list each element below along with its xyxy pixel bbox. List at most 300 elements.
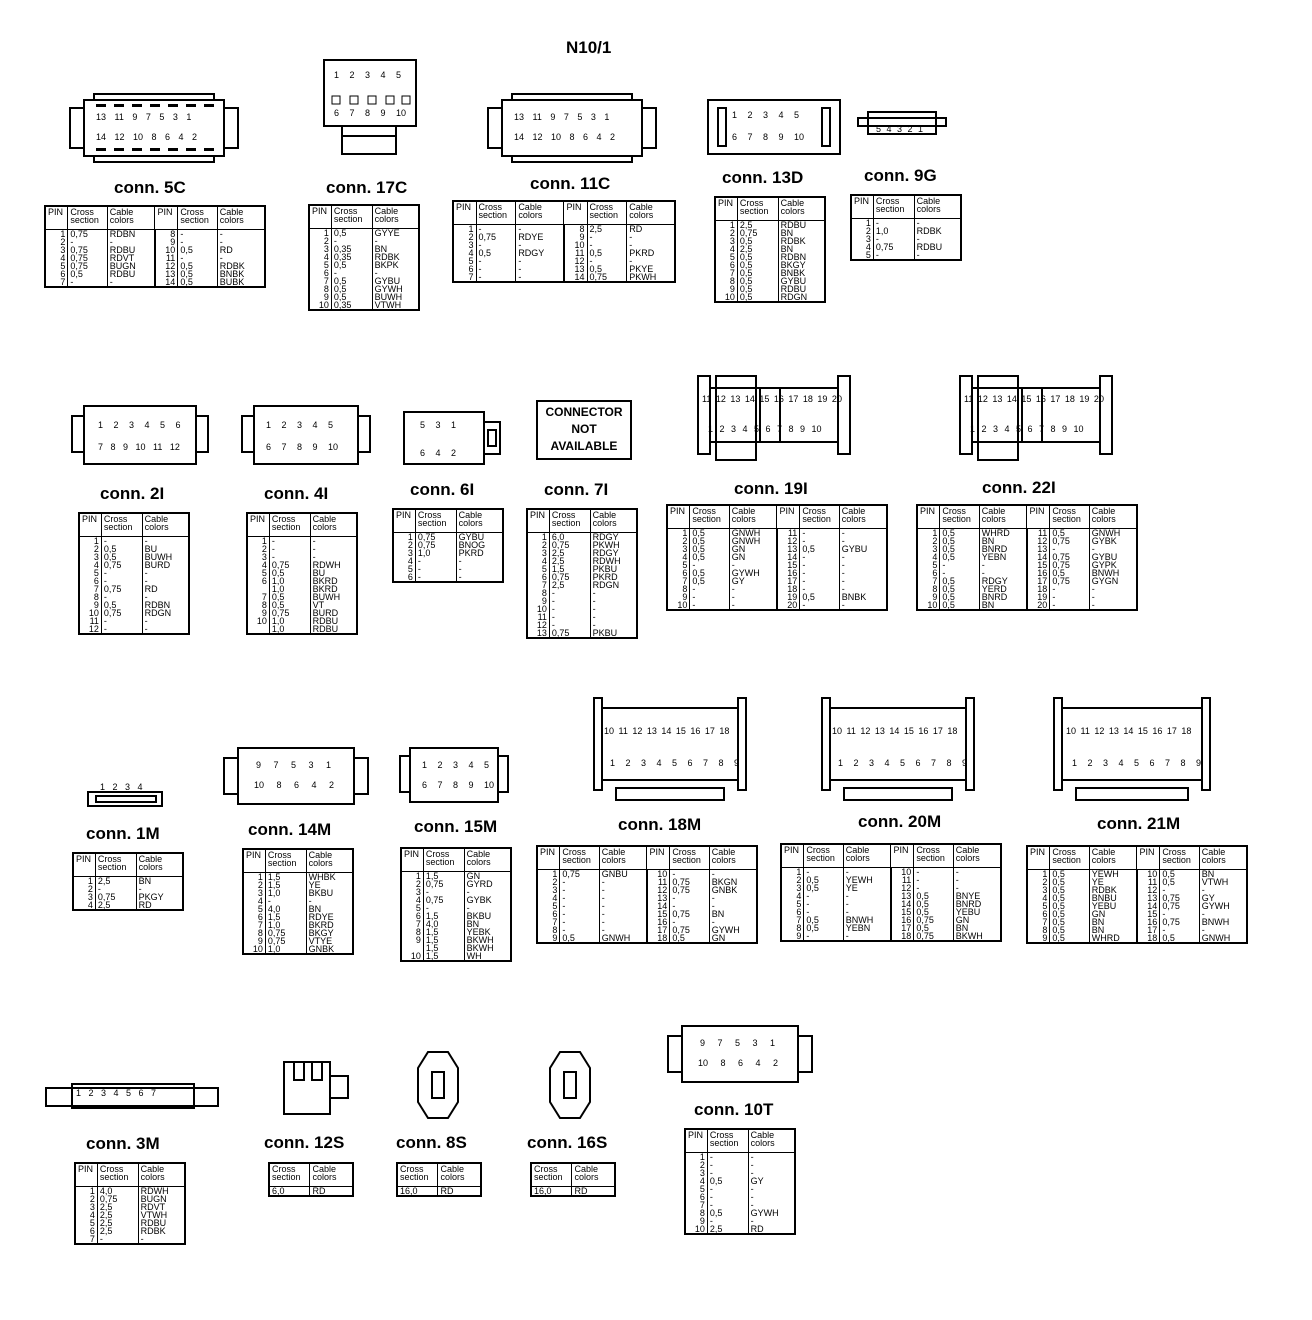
cross-section-value: - [707,1153,748,1162]
cross-section-value: - [1050,593,1089,601]
pin-number: 3 [393,549,415,557]
cable-color-value: GNBK [306,945,353,954]
table-row [45,230,265,239]
pin-number: 14 [1137,902,1160,910]
cable-color-value: GYBK [1089,537,1137,545]
pin-number: 10 [685,1225,707,1234]
cable-color-value: GYWH [372,285,419,293]
cable-color-value: BNBK [217,270,265,278]
cable-color-value: VTWH [138,1211,185,1219]
connector-5c-drawing [64,92,244,164]
cable-color-value: BNOG [456,541,503,549]
cable-color-value: GNWH [729,529,777,538]
pin-number: 15 [777,561,800,569]
header-pin: PIN [781,844,804,868]
label-conn-2i: conn. 2I [100,484,165,503]
table-row [453,249,675,257]
pin-number: 1 [667,529,690,538]
pin-number: 18 [777,585,800,593]
header-cross-section: Cross section [423,848,464,872]
cable-color-value: BN [306,905,353,913]
pin-number: 4 [1027,894,1050,902]
cable-color-value: RDBK [914,227,961,235]
pin-number: 7 [79,585,101,593]
cross-section-value: 0,5 [690,569,729,577]
cable-color-value: GY [729,577,777,585]
cable-color-value: BN [1089,918,1137,926]
pin-number: 9 [527,597,549,605]
pin-number: 3 [1027,886,1050,894]
cross-section-value: - [415,573,456,582]
pin-table-c19i [666,504,888,611]
cross-section-value: 0,75 [670,878,709,886]
cross-section-value: 0,5 [178,262,217,270]
cross-section-value: 6,0 [549,533,590,542]
table-row [247,617,357,625]
pin-number: 2 [309,237,331,245]
cable-color-value: GNWH [1199,934,1247,943]
cable-color-value: RDWH [590,557,637,565]
cable-color-value: BN [709,910,757,918]
cable-color-value: PKBU [590,629,637,638]
cable-color-value: GYGN [1089,577,1137,585]
cross-section-value: - [587,257,627,265]
cross-section-value: 1,5 [265,873,306,882]
pin-numbers-top: 10 11 12 13 14 15 16 17 18 [1066,726,1192,736]
header-cable-colors: Cable colors [590,509,637,533]
pin-number: 3 [667,545,690,553]
cross-section-value: 0,5 [804,884,843,892]
pin-number: 3 [715,237,737,245]
cross-section-value: 1,0 [415,549,456,557]
cross-section-value: 1,5 [423,872,464,881]
pin-number: 6 [917,569,940,577]
cross-section-value: - [914,876,953,884]
cross-section-value: 0,5 [269,569,310,577]
pin-number: 5 [667,561,690,569]
cable-color-value: - [843,900,891,908]
table-row [537,902,757,910]
cable-color-value: YEBU [1089,902,1137,910]
pin-number: 8 [781,924,804,932]
pin-number: 1 [309,229,331,238]
cross-section-value: 0,75 [476,233,516,241]
cross-section-value: 0,35 [331,245,372,253]
cable-color-value: - [843,908,891,916]
pin-number: 18 [891,932,914,941]
pin-number: 9 [685,1217,707,1225]
table-row [269,1187,353,1197]
cross-section-value: 0,5 [101,601,142,609]
cable-color-value: GYWH [748,1209,795,1217]
header-cable-colors: Cable colors [372,205,419,229]
pin-number: 14 [777,553,800,561]
label-conn-7i: conn. 7I [544,480,609,499]
pin-numbers-bottom: 10 8 6 4 2 [698,1058,779,1068]
cable-color-value: - [748,1169,795,1177]
header-pin: PIN [1027,505,1050,529]
pin-number: 2 [781,876,804,884]
cross-section-value: 0,5 [1050,870,1089,879]
cross-section-value: 2,5 [97,1219,138,1227]
pin-number: 1 [527,533,549,542]
cross-section-value: 0,5 [690,553,729,561]
pin-number: 10 [715,293,737,302]
table-row [45,278,265,287]
table-row [537,894,757,902]
cable-color-value: - [142,625,189,634]
cross-section-value: - [97,1235,138,1244]
connector-18m-drawing [592,694,748,802]
pin-number: 2 [453,233,476,241]
pin-number: 17 [891,924,914,932]
cross-section-value: 0,5 [1160,934,1199,943]
pin-number: 7 [917,577,940,585]
cross-section-value: 0,35 [331,253,372,261]
cable-color-value: BU [142,545,189,553]
pin-number: 1 [45,230,68,239]
cable-color-value: YEBN [843,924,891,932]
cross-section-value: 2,5 [587,225,627,234]
cross-section-value: 0,5 [940,545,979,553]
pin-number: 3 [851,235,873,243]
cross-section-value: - [873,219,914,228]
pin-number: 5 [1027,902,1050,910]
cable-color-value: RDBU [138,1219,185,1227]
header-cross-section: Cross section [97,1163,138,1187]
cross-section-value: 0,75 [101,561,142,569]
cable-color-value: GYPK [1089,561,1137,569]
cross-section-value: - [549,597,590,605]
connector-6i-drawing [400,408,504,466]
cross-section-value: 0,75 [68,262,107,270]
pin-table-c4i [246,512,358,635]
table-row [537,886,757,894]
cross-section-value: - [707,1201,748,1209]
cable-color-value: - [456,565,503,573]
cable-color-value: - [516,241,564,249]
cross-section-value: - [68,238,107,246]
pin-number: 7 [243,921,265,929]
pin-number: 8 [247,601,269,609]
cross-section-value: 1,5 [265,913,306,921]
pin-number: 2 [247,545,269,553]
cable-color-value: - [1199,926,1247,934]
table-row [75,1235,185,1244]
pin-number: 11 [891,876,914,884]
cross-section-value: - [549,605,590,613]
cable-color-value: - [729,593,777,601]
pin-number: 16 [647,918,670,926]
cable-color-value: RDWH [310,561,357,569]
header-pin: PIN [1137,846,1160,870]
cross-section-value: - [1160,926,1199,934]
cable-color-value: YEWH [843,876,891,884]
cross-section-value: 0,5 [178,270,217,278]
cable-color-value: - [590,621,637,629]
cross-section-value: 1,0 [269,617,310,625]
label-conn-16s: conn. 16S [527,1133,608,1152]
cross-section-value: - [101,569,142,577]
cross-section-value: 0,75 [101,609,142,617]
header-cable-colors: Cable colors [438,1163,481,1187]
cable-color-value: - [599,918,647,926]
cable-color-value: GN [1089,910,1137,918]
cable-color-value: RD [142,585,189,593]
pin-number: 5 [685,1185,707,1193]
connector-15m-drawing [398,744,510,806]
cable-color-value: RDVT [107,254,155,262]
cross-section-value: 2,5 [737,221,778,230]
cross-section-value: 0,75 [95,893,136,901]
pin-number: 4 [45,254,68,262]
header-cable-colors: Cable colors [464,848,511,872]
cable-color-value: BN [1089,926,1137,934]
pin-table-c9g [850,194,962,261]
pin-number: 6 [1027,910,1050,918]
pin-number: 14 [891,900,914,908]
cross-section-value: 0,75 [1160,894,1199,902]
pin-numbers-top: 1 2 3 4 5 [422,760,490,770]
cable-color-value: - [953,884,1001,892]
cable-color-value: BKRD [306,921,353,929]
pin-number: 1 [851,219,873,228]
header-pin: PIN [685,1129,707,1153]
cross-section-value: 1,0 [265,921,306,929]
cable-color-value: - [136,885,183,893]
header-pin: PIN [73,853,95,877]
cross-section-value: 0,5 [707,1177,748,1185]
cable-color-value: BKGY [778,261,825,269]
cable-color-value: - [953,868,1001,877]
pin-number: 6 [79,577,101,585]
cable-color-value: YEBU [953,908,1001,916]
header-pin: PIN [155,206,178,230]
cross-section-value: 0,75 [265,937,306,945]
cross-section-value: 0,75 [1050,553,1089,561]
pin-number: 11 [155,254,178,262]
pin-number: 5 [715,253,737,261]
cross-section-value: 4,0 [265,905,306,913]
cable-color-value: GN [709,934,757,943]
cable-color-value: BNRD [979,593,1027,601]
pin-number: 8 [685,1209,707,1217]
pin-number: 1 [685,1153,707,1162]
cable-color-value: RDVT [138,1203,185,1211]
cable-color-value: PKYE [627,265,675,273]
header-cable-colors: Cable colors [306,849,353,873]
pin-table-c20m [780,843,1002,942]
pin-numbers-bottom: 1 2 3 4 5 6 7 8 9 [1072,758,1202,768]
cable-color-value: RDGN [142,609,189,617]
cable-color-value: - [839,569,887,577]
pin-number: 10 [564,241,587,249]
cross-section-value: 0,5 [800,545,839,553]
pin-number: 2 [715,229,737,237]
pin-number: 1 [1027,870,1050,879]
cable-color-value: BN [979,601,1027,610]
label-conn-3m: conn. 3M [86,1134,160,1153]
header-pin: PIN [309,205,331,229]
cross-section-value: 0,5 [940,593,979,601]
cable-color-value: GNWH [599,934,647,943]
pin-number: 1 [917,529,940,538]
cable-color-value: - [748,1217,795,1225]
pin-number: 5 [243,905,265,913]
header-pin: PIN [715,197,737,221]
cross-section-value: 0,75 [737,229,778,237]
pin-number: 2 [685,1161,707,1169]
cross-section-value: 1,0 [269,625,310,634]
table-row [1027,934,1247,943]
pin-numbers-top: 13 11 9 7 5 3 1 [514,112,610,122]
cable-color-value: - [627,257,675,265]
pin-table-c7i [526,508,638,639]
cable-color-value: BURD [142,561,189,569]
pin-table-c1m [72,852,184,911]
pin-numbers-top: 9 7 5 3 1 [700,1038,776,1048]
pin-table-c18m [536,845,758,944]
pin-number: 12 [777,537,800,545]
pin-number: 5 [527,565,549,573]
pin-number: 6 [75,1227,97,1235]
pin-number: 5 [401,904,423,912]
cross-section-value: 0,5 [940,553,979,561]
pin-number: 7 [75,1235,97,1244]
cable-color-value: - [599,878,647,886]
pin-number: 7 [401,920,423,928]
pin-number: 3 [75,1203,97,1211]
cable-color-value: BN [979,537,1027,545]
header-cross-section: Cross section [804,844,843,868]
pin-numbers-bottom: 14 12 10 8 6 4 2 [514,132,616,142]
pin-number: 9 [79,601,101,609]
cross-section-value: - [690,593,729,601]
pin-number: 4 [393,557,415,565]
header-pin: PIN [851,195,873,219]
cross-section-value: - [670,894,709,902]
pin-number [247,625,269,634]
cross-section-value: - [269,537,310,546]
header-cross-section: Cross section [1050,505,1089,529]
cable-color-value: - [142,593,189,601]
pin-number: 2 [79,545,101,553]
cable-color-value: RDYE [306,913,353,921]
cross-section-value: - [560,926,599,934]
cross-section-value: 0,5 [914,900,953,908]
cross-section-value: 0,75 [1160,918,1199,926]
pin-number: 13 [777,545,800,553]
pin-number: 6 [243,913,265,921]
pin-number: 6 [247,577,269,585]
table-row [247,577,357,585]
cross-section-value: - [800,577,839,585]
cross-section-value: 1,5 [423,944,464,952]
not-available-line-1: CONNECTOR [545,405,623,419]
pin-numbers: 5 4 3 2 1 [876,124,924,134]
cross-section-value: - [423,904,464,912]
cross-section-value: - [101,617,142,625]
cross-section-value: - [549,613,590,621]
cable-color-value: GN [464,872,511,881]
cross-section-value: 0,5 [940,537,979,545]
pin-number: 10 [79,609,101,617]
pin-numbers-bottom: 7 8 9 10 11 12 [98,442,180,452]
cable-color-value: RDBK [217,262,265,270]
pin-number: 2 [667,537,690,545]
cable-color-value: GYRD [464,880,511,888]
pin-number: 11 [777,529,800,538]
cable-color-value: - [914,235,961,243]
pin-number: 17 [1027,577,1050,585]
cross-section-value: 0,5 [587,265,627,273]
table-row [401,952,511,961]
header-cross-section: Cross section [940,505,979,529]
cable-color-value: RDGY [979,577,1027,585]
cross-section-value: 1,0 [269,577,310,585]
cross-section-value: 2,5 [97,1211,138,1219]
pin-number: 2 [243,881,265,889]
pin-number: 5 [781,900,804,908]
cable-color-value: RD [748,1225,795,1234]
header-pin: PIN [243,849,265,873]
cross-section-value: - [95,885,136,893]
cross-section-value: 0,5 [101,545,142,553]
cable-color-value: RDBU [310,617,357,625]
cable-color-value: YE [1089,878,1137,886]
cable-color-value: GYBU [839,545,887,553]
pin-number: 3 [917,545,940,553]
pin-number: 13 [155,270,178,278]
pin-number: 3 [45,246,68,254]
pin-number: 15 [1137,910,1160,918]
header-cable-colors: Cable colors [729,505,777,529]
cable-color-value: BKWH [464,936,511,944]
cable-color-value: - [599,902,647,910]
pin-numbers-bottom: 10 8 6 4 2 [254,780,335,790]
cross-section-value: 1,5 [265,881,306,889]
cable-color-value: WHBK [306,873,353,882]
cross-section-value: 0,5 [101,553,142,561]
table-row [917,601,1137,610]
cable-color-value: RDYE [516,233,564,241]
pin-number: 7 [45,278,68,287]
connector-16s-drawing [548,1048,592,1122]
cable-color-value: BUBK [217,278,265,287]
header-cross-section: Cross section [737,197,778,221]
header-cross-section: Cross section [95,853,136,877]
connector-2i-drawing [70,402,210,468]
pin-number: 11 [1137,878,1160,886]
pin-numbers-bottom: 1 2 3 4 5 6 7 8 9 [838,758,968,768]
cable-color-value: BNRD [953,900,1001,908]
header-cross-section: Cross section [269,1163,310,1187]
cross-section-value: 0,75 [68,230,107,239]
header-cross-section: Cross section [914,844,953,868]
header-cable-colors: Cable colors [1199,846,1247,870]
cross-section-value: 0,5 [800,593,839,601]
cross-section-value: 0,5 [804,916,843,924]
cable-color-value: - [1089,545,1137,553]
cross-section-value: - [331,237,372,245]
cable-color-value: - [464,904,511,912]
pin-number: 4 [917,553,940,561]
cross-section-value: 1,5 [423,928,464,936]
cable-color-value: - [1089,585,1137,593]
cross-section-value: - [707,1169,748,1177]
cross-section-value: 6,0 [269,1187,310,1197]
cross-section-value: - [800,585,839,593]
